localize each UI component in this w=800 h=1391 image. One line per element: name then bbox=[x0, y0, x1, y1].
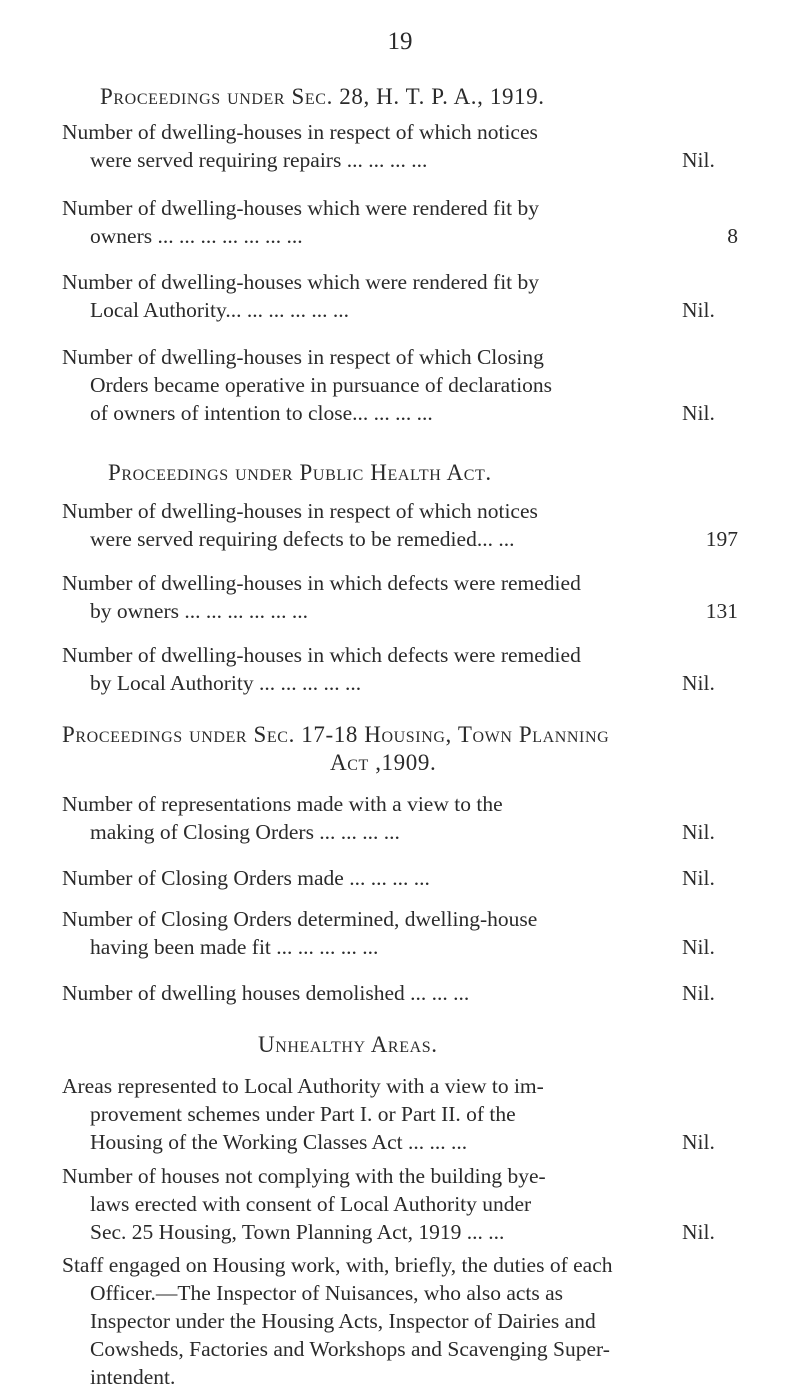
staff-paragraph bbox=[62, 1251, 742, 1391]
entry-line: were served requiring repairs ... ... ... ... bbox=[90, 148, 428, 172]
entry-representations bbox=[62, 790, 738, 846]
entry-line: Number of houses not complying with the building bye- bbox=[62, 1164, 546, 1188]
paragraph-line: Cowsheds, Factories and Workshops and Scavenging Super- bbox=[90, 1337, 610, 1361]
section-heading-public-health: Proceedings under Public Health Act. bbox=[108, 460, 492, 485]
entry-line: were served requiring defects to be remedied... ... bbox=[90, 527, 515, 551]
entry-remedied-by-authority bbox=[62, 641, 738, 697]
entry-fit-by-authority bbox=[62, 268, 738, 324]
section-heading-housing-town-planning: Proceedings under Sec. 17-18 Housing, Town Planning bbox=[62, 722, 610, 747]
entry-value: Nil. bbox=[682, 981, 715, 1005]
entry-fit-by-owners bbox=[62, 194, 738, 250]
entry-value: Nil. bbox=[682, 820, 715, 844]
entry-line: Number of dwelling-houses in which defects were remedied bbox=[62, 643, 581, 667]
section-heading-unhealthy-areas: Unhealthy Areas. bbox=[258, 1032, 438, 1057]
paragraph-line: Staff engaged on Housing work, with, briefly, the duties of each bbox=[62, 1253, 613, 1277]
entry-line: Sec. 25 Housing, Town Planning Act, 1919 ... ... bbox=[90, 1220, 505, 1244]
entry-line: owners ... ... ... ... ... ... ... bbox=[90, 224, 303, 248]
entry-line: Number of dwelling-houses in respect of which Closing bbox=[62, 345, 544, 369]
entry-value: Nil. bbox=[682, 298, 715, 322]
section-heading-sec28: Proceedings under Sec. 28, H. T. P. A., 1919. bbox=[100, 84, 545, 109]
entry-value: Nil. bbox=[682, 866, 715, 890]
entry-line: Housing of the Working Classes Act ... ... ... bbox=[90, 1130, 468, 1154]
entry-line: by owners ... ... ... ... ... ... bbox=[90, 599, 308, 623]
entry-value: Nil. bbox=[682, 1220, 715, 1244]
entry-closing-orders-determined bbox=[62, 905, 738, 961]
entry-value: Nil. bbox=[682, 401, 715, 425]
entry-line: by Local Authority ... ... ... ... ... bbox=[90, 671, 362, 695]
entry-value: Nil. bbox=[682, 935, 715, 959]
entry-demolished bbox=[62, 979, 738, 1007]
entry-line: Local Authority... ... ... ... ... ... bbox=[90, 298, 349, 322]
entry-line: Number of dwelling-houses which were rendered fit by bbox=[62, 270, 540, 294]
entry-line: Number of dwelling-houses in which defects were remedied bbox=[62, 571, 581, 595]
entry-value: Nil. bbox=[682, 148, 715, 172]
entry-line: Number of dwelling-houses in respect of which notices bbox=[62, 499, 538, 523]
entry-value: 197 bbox=[705, 527, 738, 551]
entry-line: having been made fit ... ... ... ... ... bbox=[90, 935, 379, 959]
entry-line: making of Closing Orders ... ... ... ... bbox=[90, 820, 400, 844]
paragraph-line: intendent. bbox=[90, 1365, 176, 1389]
entry-value: Nil. bbox=[682, 1130, 715, 1154]
entry-value: Nil. bbox=[682, 671, 715, 695]
entry-line: Number of Closing Orders made ... ... ... ... bbox=[62, 866, 430, 890]
entry-value: 8 bbox=[727, 224, 738, 248]
entry-line: Orders became operative in pursuance of declarations bbox=[90, 373, 553, 397]
entry-line: laws erected with consent of Local Authority under bbox=[90, 1192, 532, 1216]
section-heading-act-1909: Act ,1909. bbox=[330, 750, 437, 775]
entry-bye-laws bbox=[62, 1162, 738, 1246]
entry-notices-repairs bbox=[62, 118, 738, 174]
entry-line: Number of dwelling-houses in respect of which notices bbox=[62, 120, 538, 144]
entry-closing-orders-made bbox=[62, 864, 738, 892]
entry-value: 131 bbox=[705, 599, 738, 623]
paragraph-line: Inspector under the Housing Acts, Inspector of Dairies and bbox=[90, 1309, 596, 1333]
entry-closing-orders-operative bbox=[62, 343, 738, 427]
entry-line: Number of dwelling-houses which were rendered fit by bbox=[62, 196, 540, 220]
entry-line: provement schemes under Part I. or Part II. of the bbox=[90, 1102, 516, 1126]
entry-notices-defects bbox=[62, 497, 738, 553]
entry-areas-represented bbox=[62, 1072, 738, 1156]
entry-line: Number of representations made with a view to the bbox=[62, 792, 503, 816]
entry-line: Number of Closing Orders determined, dwelling-house bbox=[62, 907, 538, 931]
entry-line: of owners of intention to close... ... ... ... bbox=[90, 401, 433, 425]
entry-line: Areas represented to Local Authority with a view to im- bbox=[62, 1074, 544, 1098]
paragraph-line: Officer.—The Inspector of Nuisances, who also acts as bbox=[90, 1281, 564, 1305]
page-number: 19 bbox=[387, 28, 413, 55]
entry-line: Number of dwelling houses demolished ... ... ... bbox=[62, 981, 470, 1005]
entry-remedied-by-owners bbox=[62, 569, 738, 625]
